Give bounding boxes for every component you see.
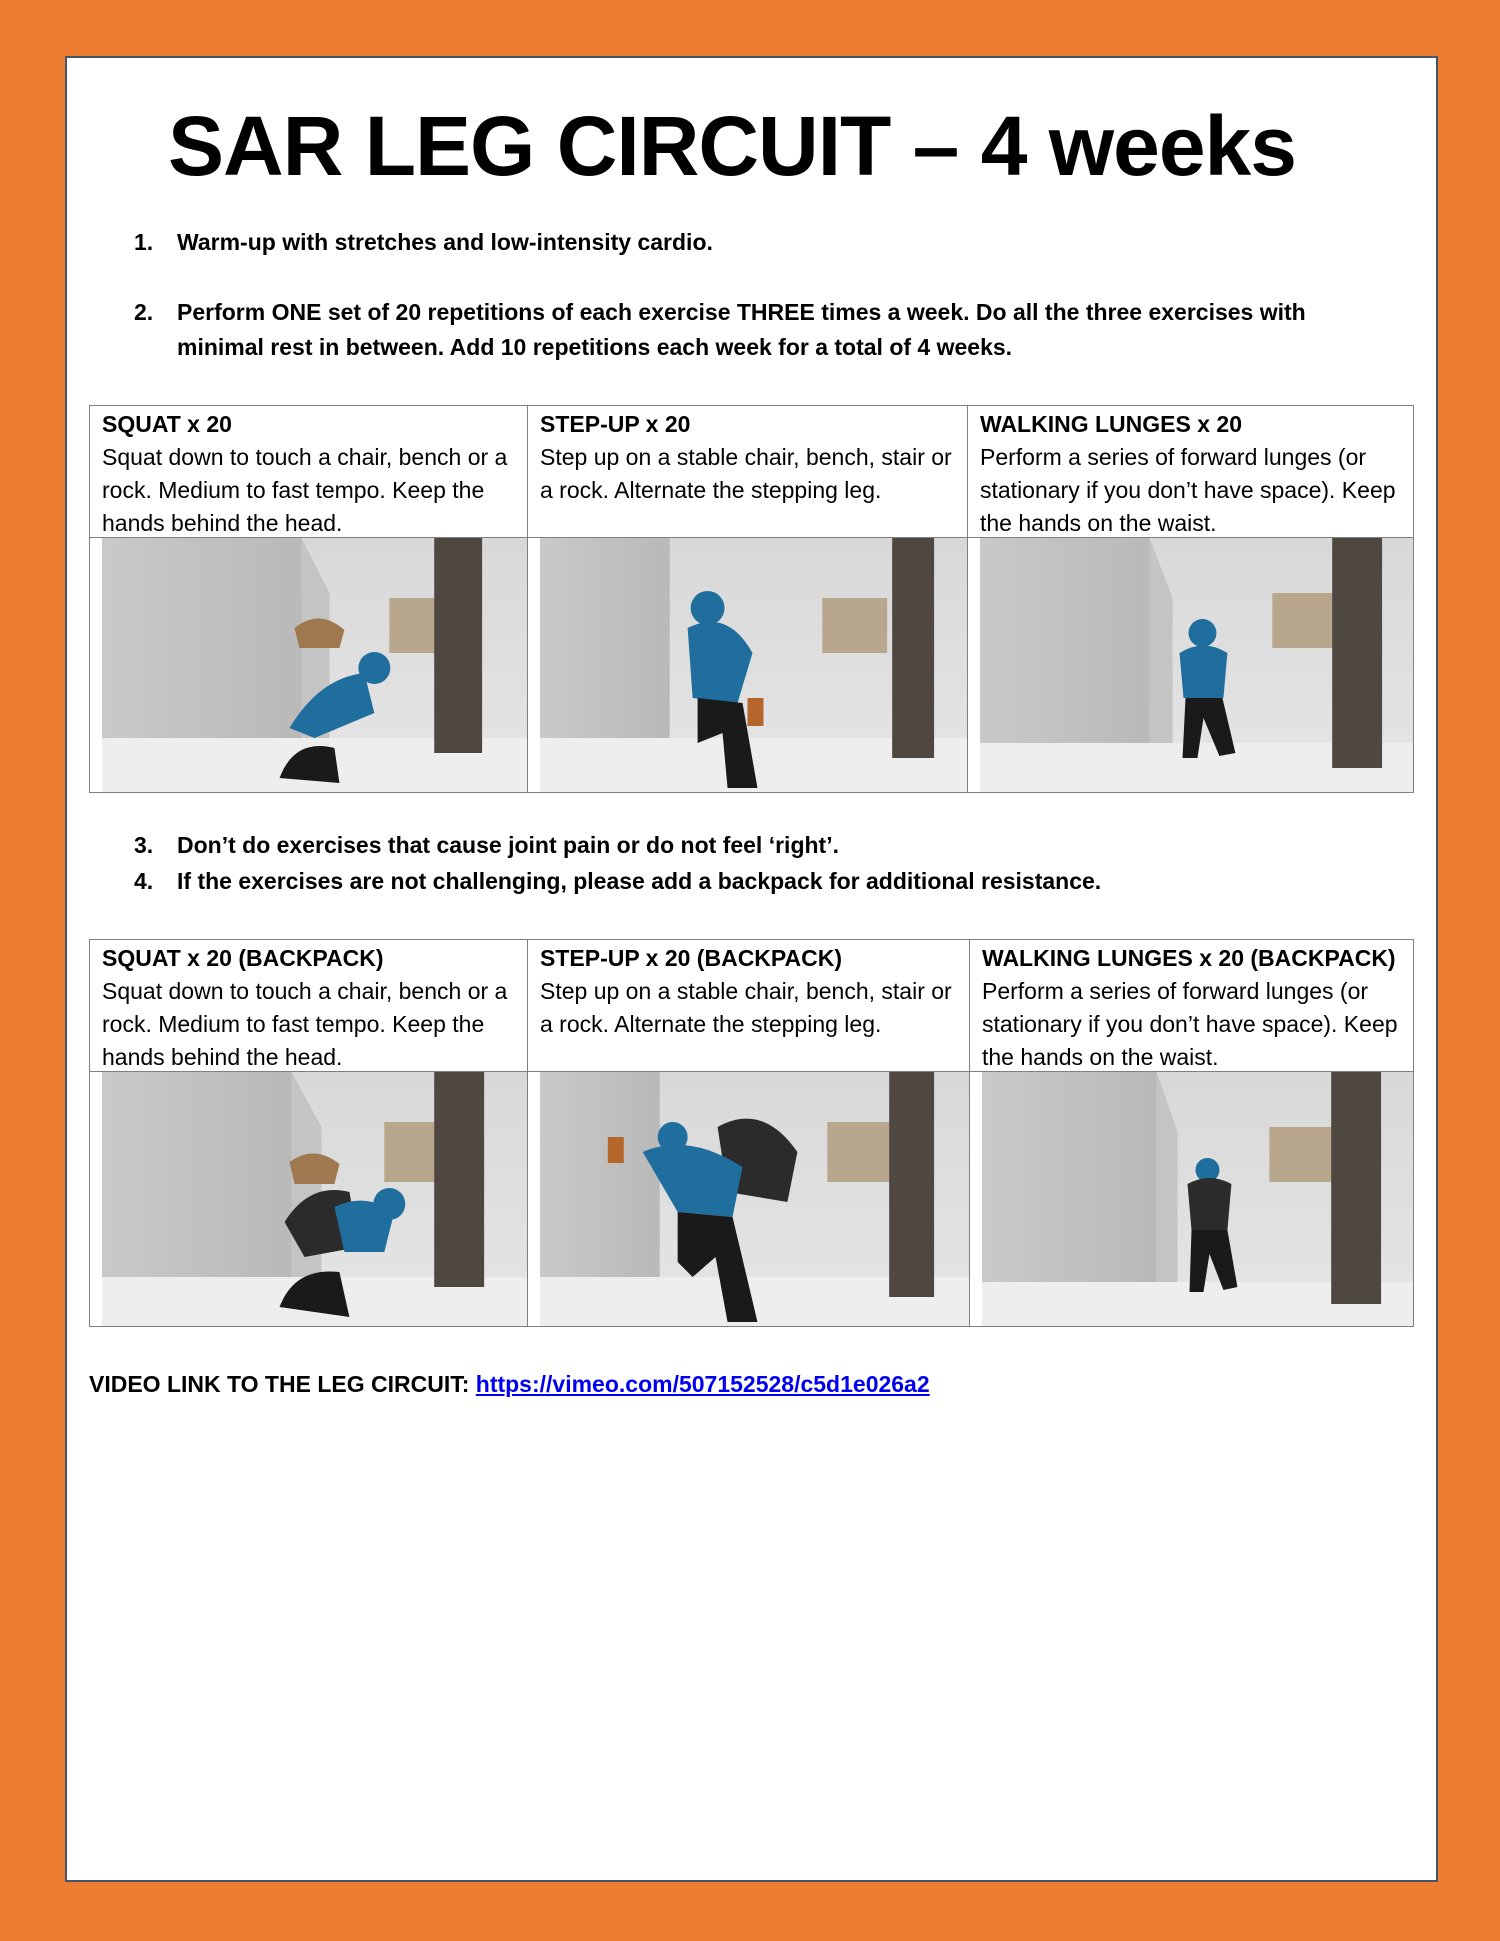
exercise-table-basic [89, 405, 1414, 793]
squat-photo [90, 538, 527, 792]
exercise-description: Squat down to touch a chair, bench or a rock. Medium to fast tempo. Keep the hands behind the head. [102, 444, 508, 536]
exercise-heading: WALKING LUNGES x 20 (BACKPACK) [982, 945, 1396, 971]
exercise-description: Perform a series of forward lunges (or stationary if you don’t have space). Keep the hands on the waist. [980, 444, 1396, 536]
exercise-cell-step-up-backpack [528, 940, 970, 1072]
squat-backpack-photo [90, 1072, 527, 1326]
walking-lunges-photo [968, 538, 1413, 792]
exercise-heading: SQUAT x 20 (BACKPACK) [102, 945, 384, 971]
exercise-cell-squat-backpack [90, 940, 528, 1072]
exercise-description: Perform a series of forward lunges (or stationary if you don’t have space). Keep the hands on the waist. [982, 978, 1398, 1070]
exercise-heading: WALKING LUNGES x 20 [980, 411, 1242, 437]
exercise-description: Squat down to touch a chair, bench or a rock. Medium to fast tempo. Keep the hands behind the head. [102, 978, 508, 1070]
document-page [65, 56, 1438, 1882]
video-link-label: VIDEO LINK TO THE LEG CIRCUIT: [89, 1371, 476, 1397]
instruction-text: Don’t do exercises that cause joint pain or do not feel ‘right’. [177, 832, 839, 858]
walking-lunges-backpack-photo [970, 1072, 1413, 1326]
instruction-text: Warm-up with stretches and low-intensity cardio. [177, 229, 713, 255]
exercise-heading: STEP-UP x 20 [540, 411, 691, 437]
step-up-backpack-photo [528, 1072, 969, 1326]
video-link[interactable]: https://vimeo.com/507152528/c5d1e026a2 [475, 1371, 930, 1397]
instruction-number: 2. [134, 299, 154, 325]
video-link-line [89, 1371, 930, 1398]
photo-cell [968, 538, 1414, 793]
exercise-cell-walking-lunges [968, 406, 1414, 538]
instruction-number: 4. [134, 868, 154, 894]
photo-cell [90, 1072, 528, 1327]
exercise-heading: SQUAT x 20 [102, 411, 232, 437]
instruction-number: 3. [134, 832, 154, 858]
exercise-description: Step up on a stable chair, bench, stair or a rock. Alternate the stepping leg. [540, 444, 952, 503]
instruction-text: If the exercises are not challenging, please add a backpack for additional resistance. [177, 868, 1102, 894]
photo-cell [528, 538, 968, 793]
instruction-text: Perform ONE set of 20 repetitions of each exercise THREE times a week. Do all the three exercises with minimal rest in between. Add 10 repetitions each week for a total of 4 weeks. [177, 299, 1306, 360]
exercise-table-backpack [89, 939, 1414, 1327]
page-title: SAR LEG CIRCUIT – 4 weeks [168, 99, 1296, 193]
photo-cell [970, 1072, 1414, 1327]
photo-cell [528, 1072, 970, 1327]
exercise-description: Step up on a stable chair, bench, stair or a rock. Alternate the stepping leg. [540, 978, 952, 1037]
instruction-number: 1. [134, 229, 154, 255]
exercise-cell-squat [90, 406, 528, 538]
photo-cell [90, 538, 528, 793]
exercise-cell-walking-lunges-backpack [970, 940, 1414, 1072]
exercise-heading: STEP-UP x 20 (BACKPACK) [540, 945, 843, 971]
step-up-photo [528, 538, 967, 792]
exercise-cell-step-up [528, 406, 968, 538]
